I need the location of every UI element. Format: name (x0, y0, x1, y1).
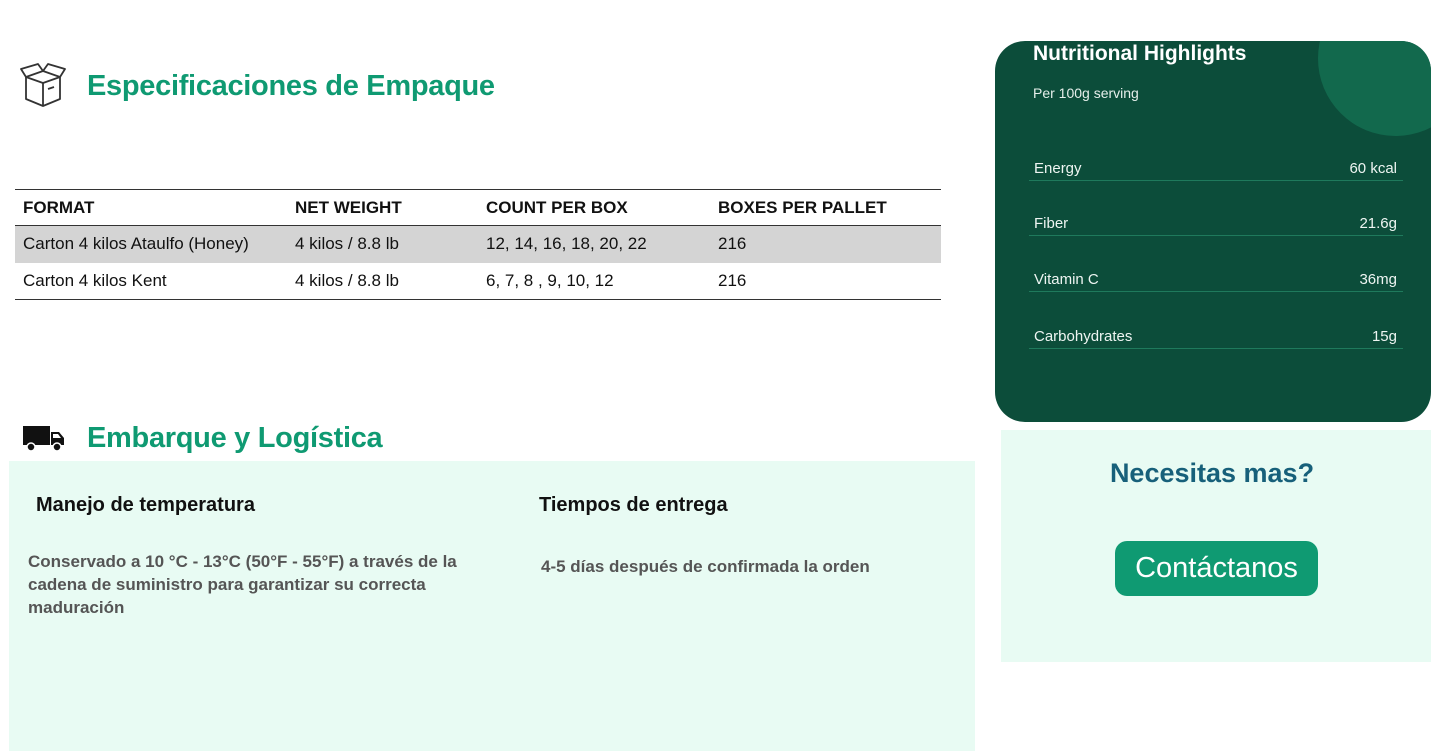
nutrition-value: 15g (1371, 328, 1397, 345)
contact-title: Necesitas mas? (1109, 458, 1315, 488)
nutrition-value: 60 kcal (1349, 160, 1397, 177)
delivery-title: Tiempos de entrega (539, 494, 728, 516)
nutrition-title: Nutritional Highlights (1033, 42, 1247, 65)
nutrition-value: 21.6g (1359, 215, 1397, 232)
column-header-net-weight: NET WEIGHT (295, 197, 402, 217)
temperature-title: Manejo de temperatura (36, 494, 255, 516)
column-header-boxes-per-pallet: BOXES PER PALLET (718, 197, 887, 217)
truck-icon (22, 423, 66, 453)
column-header-count-per-box: COUNT PER BOX (486, 197, 628, 217)
shipping-title: Embarque y Logística (87, 421, 383, 454)
decorative-circle (1318, 41, 1431, 136)
nutrition-card (995, 41, 1431, 422)
packaging-table (15, 189, 941, 300)
column-header-format: FORMAT (23, 197, 95, 217)
nutrition-row-energy (1029, 157, 1403, 181)
table-header-row (15, 190, 941, 226)
cell-boxes-per-pallet: 216 (718, 270, 747, 290)
nutrition-subtitle: Per 100g serving (1033, 85, 1139, 101)
delivery-text: 4-5 días después de confirmada la orden (541, 557, 870, 576)
box-icon (18, 63, 68, 109)
cell-format: Carton 4 kilos Ataulfo (Honey) (15, 226, 287, 263)
nutrition-row-fiber (1029, 212, 1403, 236)
nutrition-label: Carbohydrates (1034, 328, 1133, 345)
temperature-text: Conservado a 10 °C - 13°C (50°F - 55°F) a través de la cadena de suministro para garantizar su correcta maduración (28, 552, 457, 617)
shipping-panel (9, 461, 975, 751)
packaging-header (18, 62, 495, 110)
contact-button[interactable]: Contáctanos (1115, 541, 1318, 596)
nutrition-row-vitamin-c (1029, 268, 1403, 292)
cell-format: Carton 4 kilos Kent (23, 270, 167, 290)
cell-net-weight: 4 kilos / 8.8 lb (295, 270, 399, 290)
cell-boxes-per-pallet: 216 (710, 226, 941, 263)
cell-count-per-box: 6, 7, 8 , 9, 10, 12 (486, 270, 614, 290)
nutrition-label: Fiber (1034, 215, 1069, 232)
packaging-title: Especificaciones de Empaque (87, 69, 495, 102)
nutrition-value: 36mg (1359, 271, 1397, 288)
cell-net-weight: 4 kilos / 8.8 lb (287, 226, 478, 263)
nutrition-row-carbohydrates (1029, 325, 1403, 349)
cell-count-per-box: 12, 14, 16, 18, 20, 22 (478, 226, 710, 263)
contact-panel (1001, 430, 1431, 662)
shipping-header (22, 414, 382, 462)
nutrition-label: Energy (1034, 160, 1082, 177)
table-row (15, 226, 941, 263)
table-row (15, 263, 941, 300)
nutrition-label: Vitamin C (1034, 271, 1099, 288)
